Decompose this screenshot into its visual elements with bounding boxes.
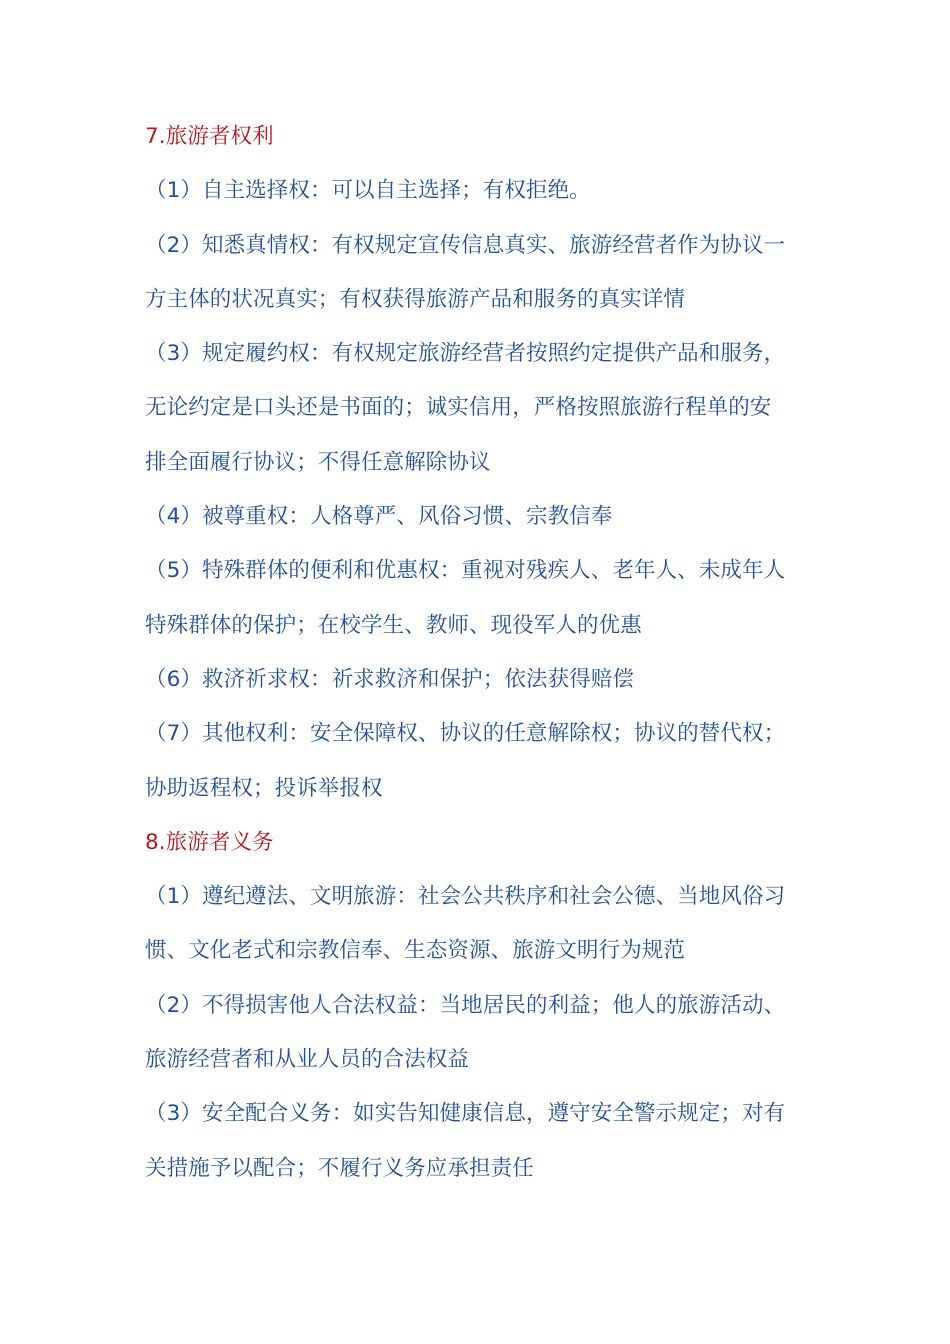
rights-line-9: 特殊群体的保护；在校学生、教师、现役军人的优惠	[145, 612, 642, 638]
obligations-line-2: 惯、文化老式和宗教信奉、生态资源、旅游文明行为规范	[145, 938, 686, 964]
rights-line-8: （5）特殊群体的便利和优惠权：重视对残疾人、老年人、未成年人	[145, 558, 786, 584]
document-content	[145, 110, 810, 1196]
section-title-tourist-rights: 7.旅游者权利	[145, 124, 274, 149]
rights-line-4: （3）规定履约权：有权规定旅游经营者按照约定提供产品和服务，	[145, 341, 786, 367]
rights-line-10: （6）救济祈求权：祈求救济和保护；依法获得赔偿	[145, 666, 634, 692]
obligations-line-6: 关措施予以配合；不履行义务应承担责任	[145, 1155, 534, 1181]
rights-line-5: 无论约定是口头还是书面的；诚实信用，严格按照旅游行程单的安	[145, 395, 772, 421]
rights-line-2: （2）知悉真情权：有权规定宣传信息真实、旅游经营者作为协议一	[145, 232, 786, 258]
rights-line-12: 协助返程权；投诉举报权	[145, 775, 383, 801]
rights-line-1: （1）自主选择权：可以自主选择；有权拒绝。	[145, 178, 591, 204]
section-title-tourist-obligations: 8.旅游者义务	[145, 829, 274, 855]
obligations-line-4: 旅游经营者和从业人员的合法权益	[145, 1047, 470, 1073]
rights-line-3: 方主体的状况真实；有权获得旅游产品和服务的真实详情	[145, 286, 686, 312]
rights-line-6: 排全面履行协议；不得任意解除协议	[145, 449, 491, 475]
rights-line-11: （7）其他权利：安全保障权、协议的任意解除权；协议的替代权；	[145, 721, 786, 747]
obligations-line-3: （2）不得损害他人合法权益：当地居民的利益；他人的旅游活动、	[145, 992, 786, 1018]
obligations-line-1: （1）遵纪遵法、文明旅游：社会公共秩序和社会公德、当地风俗习	[145, 884, 786, 910]
rights-line-7: （4）被尊重权：人格尊严、风俗习惯、宗教信奉	[145, 504, 613, 530]
obligations-line-5: （3）安全配合义务：如实告知健康信息，遵守安全警示规定；对有	[145, 1101, 786, 1127]
